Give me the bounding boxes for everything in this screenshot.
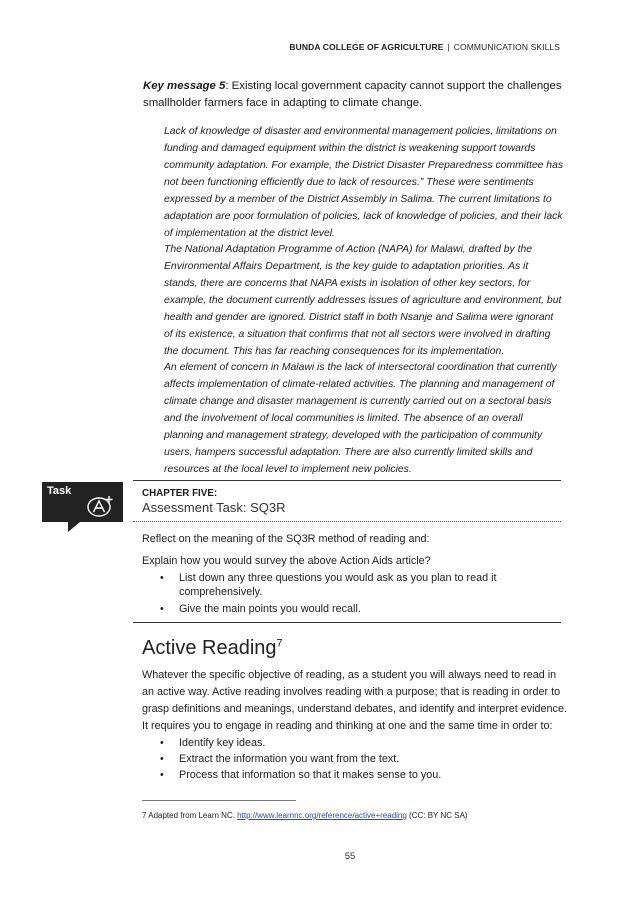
task-dotted-rule	[133, 521, 561, 522]
bullet: •	[160, 603, 164, 615]
list-item: • Process that information so that it makes sense to you.	[160, 769, 442, 781]
quote-paragraph: The National Adaptation Programme of Action (NAPA) for Malawi, drafted by the Environmental Affairs Department, is the key guide to adaptation priorities. As it stands, there are concerns that NAPA exists in isolation of other key sectors, for example, the document currently addresses issues of agriculture and environment, but health and gender are ignored. District staff in both Nsanje and Salima were ignorant of its existence, a situation that confirms that not all sectors were involved in drafting the document. This has far reaching consequences for its implementation.	[164, 244, 562, 357]
task-title: Assessment Task: SQ3R	[142, 500, 286, 515]
section-heading: Active Reading$^7$	[142, 637, 283, 659]
running-header	[289, 42, 560, 52]
footnote-rule	[142, 800, 296, 801]
list-item: • Identify key ideas.	[160, 737, 266, 749]
footnote-ref[interactable]: 7	[276, 637, 283, 650]
key-message	[143, 78, 563, 112]
task-question: Explain how you would survey the above Action Aids article?	[142, 555, 431, 567]
task-label: Task	[47, 485, 72, 497]
task-top-rule	[133, 480, 561, 481]
list-item: • List down any three questions you would ask as you plan to read it comprehensively.	[160, 572, 497, 598]
key-message-label: Key message 5	[143, 80, 226, 92]
page-number: 55	[344, 851, 356, 862]
bullet: •	[160, 753, 164, 765]
quote-paragraph: Lack of knowledge of disaster and environmental management policies, limitations on funding and damaged equipment within the district is weakening support towards community adaptation. For example, the District Disaster Preparedness committee has not been functioning efficiently due to lack of resources.” These were sentiments expressed by a member of the District Assembly in Salima. The current limitations to adaptation are poor formulation of policies, lack of knowledge of policies, and their lack of implementation at the district level.	[164, 126, 564, 239]
a-plus-icon	[86, 494, 116, 523]
quote-paragraph: An element of concern in Malawi is the lack of intersectoral coordination that currently affects implementation of climate-related activities. The planning and management of climate change and disaster management is currently carried out on a sectoral basis and the involvement of local communities is limited. The absence of an overall planning and management strategy, developed with the participation of community users, hampers successful adaptation. There are also currently limited skills and resources at the local level to implement new policies.	[164, 362, 557, 475]
active-reading-paragraph: Whatever the specific objective of reading, as a student you will always need to read in an active way. Active reading involves reading with a purpose; that is reading in order to grasp definitions and meanings, understand debates, and identify and interpret evidence. It requires you to engage in reading and thinking at one and the same time in order to:	[142, 669, 567, 732]
task-badge-pointer	[68, 522, 80, 532]
bullet: •	[160, 572, 164, 584]
task-bottom-rule	[133, 622, 561, 623]
bullet: •	[160, 769, 164, 781]
task-instruction: Reflect on the meaning of the SQ3R method of reading and:	[142, 533, 430, 545]
bullet: •	[160, 737, 164, 749]
header-separator: |	[447, 42, 450, 52]
task-badge	[42, 482, 123, 522]
chapter-label: CHAPTER FIVE:	[142, 488, 218, 499]
college-name: BUNDA COLLEGE OF AGRICULTURE	[289, 42, 444, 52]
footnote-link[interactable]: http://www.learnnc.org/reference/active+reading	[237, 811, 407, 820]
task-list	[160, 571, 560, 619]
key-message-text: : Existing local government capacity cannot support the challenges smallholder farmers face in adapting to climate change.	[143, 80, 562, 109]
list-item: • Give the main points you would recall.	[160, 603, 361, 615]
active-reading-list	[160, 735, 560, 783]
footnote: 7 Adapted from Learn NC. http://www.learnnc.org/reference/active+reading (CC: BY NC SA)	[142, 811, 468, 820]
list-item: • Extract the information you want from the text.	[160, 753, 400, 765]
course-name: COMMUNICATION SKILLS	[453, 42, 560, 52]
